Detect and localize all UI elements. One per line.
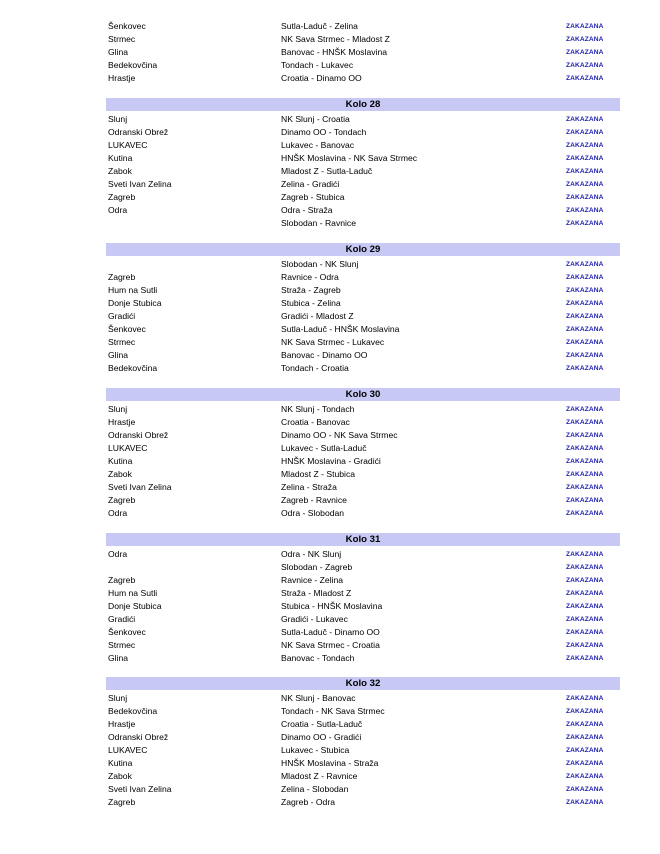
venue-text: Strmec [108, 34, 136, 44]
match-text: Banovac - Dinamo OO [281, 350, 368, 360]
venue-text: Hrastje [108, 417, 136, 427]
match-row [0, 152, 660, 165]
match-text: NK Slunj - Tondach [281, 404, 355, 414]
match-text: HNŠK Moslavina - Gradići [281, 456, 381, 466]
match-row [0, 468, 660, 481]
status-label: ZAKAZANA [566, 116, 604, 123]
venue-text: Donje Stubica [108, 298, 162, 308]
venue-text: Glina [108, 653, 129, 663]
match-text: Croatia - Sutla-Laduč [281, 719, 363, 729]
venue-text: Gradići [108, 614, 136, 624]
status-label: ZAKAZANA [566, 799, 604, 806]
status-label: ZAKAZANA [566, 220, 604, 227]
match-text: Tondach - NK Sava Strmec [281, 706, 385, 716]
match-text: Tondach - Croatia [281, 363, 349, 373]
status-label: ZAKAZANA [566, 655, 604, 662]
status-label: ZAKAZANA [566, 734, 604, 741]
venue-text: Odranski Obrež [108, 732, 169, 742]
venue-text: LUKAVEC [108, 443, 148, 453]
round-header: Kolo 30 [106, 388, 620, 401]
status-label: ZAKAZANA [566, 62, 604, 69]
match-row [0, 178, 660, 191]
match-row [0, 705, 660, 718]
match-text: Banovac - Tondach [281, 653, 355, 663]
match-text: Odra - NK Slunj [281, 549, 342, 559]
status-label: ZAKAZANA [566, 629, 604, 636]
venue-text: Bedekovčina [108, 363, 158, 373]
match-row [0, 191, 660, 204]
match-row [0, 770, 660, 783]
match-text: NK Sava Strmec - Lukavec [281, 337, 385, 347]
venue-text: Zabok [108, 469, 132, 479]
status-label: ZAKAZANA [566, 497, 604, 504]
status-label: ZAKAZANA [566, 23, 604, 30]
status-label: ZAKAZANA [566, 36, 604, 43]
match-row [0, 481, 660, 494]
status-label: ZAKAZANA [566, 287, 604, 294]
venue-text: Sveti Ivan Zelina [108, 482, 172, 492]
match-row [0, 692, 660, 705]
match-text: Lukavec - Banovac [281, 140, 355, 150]
match-text: HNŠK Moslavina - Straža [281, 758, 379, 768]
match-text: Sutla-Laduč - Zelina [281, 21, 358, 31]
match-text: Straža - Mladost Z [281, 588, 352, 598]
match-text: Ravnice - Zelina [281, 575, 344, 585]
match-row [0, 349, 660, 362]
match-row [0, 139, 660, 152]
match-text: Slobodan - Ravnice [281, 218, 357, 228]
status-label: ZAKAZANA [566, 168, 604, 175]
status-label: ZAKAZANA [566, 300, 604, 307]
status-label: ZAKAZANA [566, 510, 604, 517]
match-text: Dinamo OO - Tondach [281, 127, 367, 137]
status-label: ZAKAZANA [566, 339, 604, 346]
match-text: Gradići - Mladost Z [281, 311, 354, 321]
venue-text: Sveti Ivan Zelina [108, 784, 172, 794]
match-text: Lukavec - Stubica [281, 745, 350, 755]
match-row [0, 561, 660, 574]
status-label: ZAKAZANA [566, 49, 604, 56]
venue-text: Hrastje [108, 73, 136, 83]
match-text: Dinamo OO - NK Sava Strmec [281, 430, 398, 440]
venue-text: Kutina [108, 153, 133, 163]
venue-text: Zabok [108, 166, 132, 176]
venue-text: Zagreb [108, 495, 136, 505]
venue-text: Glina [108, 350, 129, 360]
status-label: ZAKAZANA [566, 181, 604, 188]
status-label: ZAKAZANA [566, 406, 604, 413]
status-label: ZAKAZANA [566, 207, 604, 214]
venue-text: Odranski Obrež [108, 430, 169, 440]
venue-text: LUKAVEC [108, 140, 148, 150]
status-label: ZAKAZANA [566, 432, 604, 439]
venue-text: Strmec [108, 337, 136, 347]
status-label: ZAKAZANA [566, 642, 604, 649]
match-row [0, 271, 660, 284]
match-row [0, 783, 660, 796]
match-row [0, 403, 660, 416]
venue-text: Zagreb [108, 272, 136, 282]
status-label: ZAKAZANA [566, 603, 604, 610]
match-text: Straža - Zagreb [281, 285, 341, 295]
match-text: HNŠK Moslavina - NK Sava Strmec [281, 153, 418, 163]
venue-text: Hum na Sutli [108, 588, 158, 598]
match-text: Zagreb - Ravnice [281, 495, 347, 505]
venue-text: Donje Stubica [108, 601, 162, 611]
match-row [0, 126, 660, 139]
match-text: Zelina - Slobodan [281, 784, 349, 794]
match-text: Zagreb - Stubica [281, 192, 345, 202]
match-row [0, 494, 660, 507]
match-text: NK Slunj - Croatia [281, 114, 350, 124]
match-row [0, 46, 660, 59]
venue-text: Zagreb [108, 797, 136, 807]
venue-text: Sveti Ivan Zelina [108, 179, 172, 189]
status-label: ZAKAZANA [566, 75, 604, 82]
status-label: ZAKAZANA [566, 155, 604, 162]
match-row [0, 20, 660, 33]
match-text: NK Sava Strmec - Mladost Z [281, 34, 390, 44]
status-label: ZAKAZANA [566, 708, 604, 715]
match-row [0, 442, 660, 455]
status-label: ZAKAZANA [566, 194, 604, 201]
match-row [0, 507, 660, 520]
status-label: ZAKAZANA [566, 458, 604, 465]
match-text: Zelina - Gradići [281, 179, 340, 189]
venue-text: Šenkovec [108, 21, 146, 31]
match-row [0, 362, 660, 375]
match-row [0, 613, 660, 626]
match-text: Mladost Z - Sutla-Laduč [281, 166, 373, 176]
match-row [0, 258, 660, 271]
match-row [0, 33, 660, 46]
status-label: ZAKAZANA [566, 352, 604, 359]
status-label: ZAKAZANA [566, 616, 604, 623]
match-text: Odra - Slobodan [281, 508, 345, 518]
match-row [0, 455, 660, 468]
match-row [0, 744, 660, 757]
match-row [0, 72, 660, 85]
status-label: ZAKAZANA [566, 445, 604, 452]
match-text: Slobodan - Zagreb [281, 562, 353, 572]
match-row [0, 731, 660, 744]
round-header: Kolo 28 [106, 98, 620, 111]
venue-text: Odra [108, 508, 128, 518]
match-text: Stubica - HNŠK Moslavina [281, 601, 383, 611]
status-label: ZAKAZANA [566, 471, 604, 478]
round-header: Kolo 31 [106, 533, 620, 546]
venue-text: Odra [108, 205, 128, 215]
match-row [0, 429, 660, 442]
match-row [0, 600, 660, 613]
match-row [0, 574, 660, 587]
round-header: Kolo 32 [106, 677, 620, 690]
match-text: Ravnice - Odra [281, 272, 339, 282]
match-text: Zagreb - Odra [281, 797, 335, 807]
match-text: NK Slunj - Banovac [281, 693, 356, 703]
match-text: Zelina - Straža [281, 482, 337, 492]
venue-text: Strmec [108, 640, 136, 650]
status-label: ZAKAZANA [566, 786, 604, 793]
venue-text: Kutina [108, 758, 133, 768]
venue-text: Slunj [108, 404, 128, 414]
status-label: ZAKAZANA [566, 577, 604, 584]
status-label: ZAKAZANA [566, 274, 604, 281]
match-text: Croatia - Banovac [281, 417, 350, 427]
match-text: Sutla-Laduč - HNŠK Moslavina [281, 324, 400, 334]
match-row [0, 626, 660, 639]
status-label: ZAKAZANA [566, 747, 604, 754]
status-label: ZAKAZANA [566, 773, 604, 780]
match-row [0, 310, 660, 323]
status-label: ZAKAZANA [566, 419, 604, 426]
status-label: ZAKAZANA [566, 551, 604, 558]
match-row [0, 204, 660, 217]
venue-text: Odra [108, 549, 128, 559]
match-row [0, 757, 660, 770]
match-row [0, 587, 660, 600]
venue-text: Gradići [108, 311, 136, 321]
status-label: ZAKAZANA [566, 261, 604, 268]
venue-text: Zagreb [108, 575, 136, 585]
match-row [0, 652, 660, 665]
venue-text: Slunj [108, 693, 128, 703]
venue-text: Šenkovec [108, 324, 146, 334]
status-label: ZAKAZANA [566, 695, 604, 702]
match-text: Gradići - Lukavec [281, 614, 348, 624]
match-row [0, 548, 660, 561]
match-row [0, 297, 660, 310]
match-row [0, 718, 660, 731]
venue-text: Bedekovčina [108, 706, 158, 716]
status-label: ZAKAZANA [566, 564, 604, 571]
status-label: ZAKAZANA [566, 590, 604, 597]
match-row [0, 323, 660, 336]
match-row [0, 113, 660, 126]
match-text: Sutla-Laduč - Dinamo OO [281, 627, 380, 637]
match-text: Mladost Z - Ravnice [281, 771, 358, 781]
match-row [0, 336, 660, 349]
venue-text: Zabok [108, 771, 132, 781]
venue-text: Bedekovčina [108, 60, 158, 70]
match-row [0, 217, 660, 230]
match-row [0, 416, 660, 429]
venue-text: LUKAVEC [108, 745, 148, 755]
match-text: Tondach - Lukavec [281, 60, 354, 70]
status-label: ZAKAZANA [566, 721, 604, 728]
venue-text: Slunj [108, 114, 128, 124]
match-text: Odra - Straža [281, 205, 333, 215]
venue-text: Hum na Sutli [108, 285, 158, 295]
venue-text: Kutina [108, 456, 133, 466]
status-label: ZAKAZANA [566, 129, 604, 136]
status-label: ZAKAZANA [566, 142, 604, 149]
match-text: Lukavec - Sutla-Laduč [281, 443, 367, 453]
match-row [0, 639, 660, 652]
match-row [0, 59, 660, 72]
match-text: NK Sava Strmec - Croatia [281, 640, 380, 650]
venue-text: Hrastje [108, 719, 136, 729]
match-text: Croatia - Dinamo OO [281, 73, 362, 83]
venue-text: Odranski Obrež [108, 127, 169, 137]
status-label: ZAKAZANA [566, 760, 604, 767]
match-row [0, 796, 660, 809]
status-label: ZAKAZANA [566, 326, 604, 333]
match-text: Dinamo OO - Gradići [281, 732, 362, 742]
match-row [0, 165, 660, 178]
venue-text: Šenkovec [108, 627, 146, 637]
match-text: Stubica - Zelina [281, 298, 341, 308]
match-row [0, 284, 660, 297]
status-label: ZAKAZANA [566, 365, 604, 372]
round-header: Kolo 29 [106, 243, 620, 256]
status-label: ZAKAZANA [566, 484, 604, 491]
match-text: Slobodan - NK Slunj [281, 259, 359, 269]
venue-text: Glina [108, 47, 129, 57]
match-text: Mladost Z - Stubica [281, 469, 356, 479]
status-label: ZAKAZANA [566, 313, 604, 320]
match-text: Banovac - HNŠK Moslavina [281, 47, 388, 57]
venue-text: Zagreb [108, 192, 136, 202]
